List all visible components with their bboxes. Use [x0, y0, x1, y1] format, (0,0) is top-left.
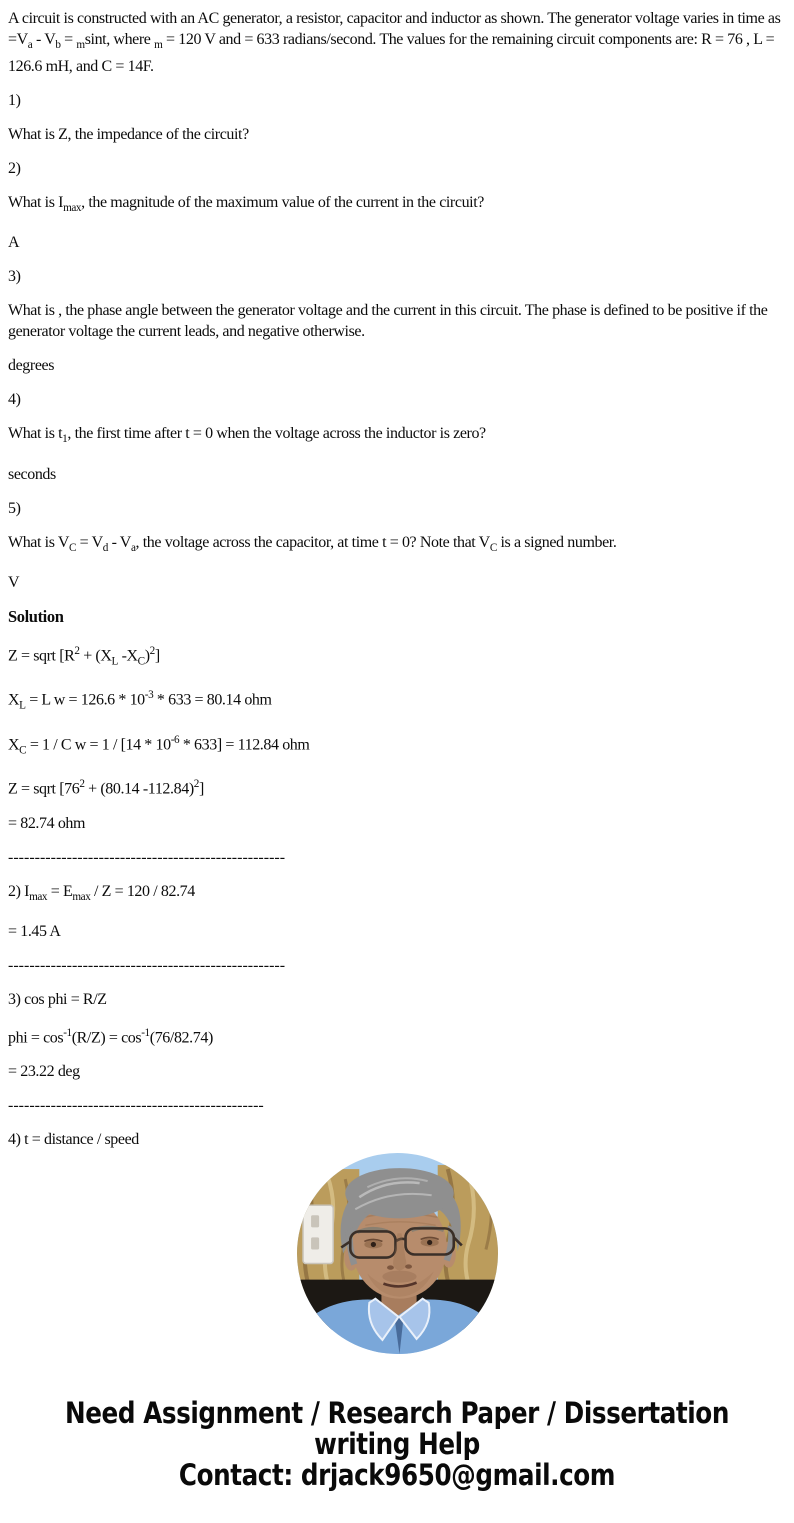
solution-z-substituted: Z = sqrt [$76^2 + (80.14$ -112.84)$^2$]: [8, 778, 204, 798]
solution-imax: 2) $I_{max} = E_{max} / Z = 120 / 82.74$: [8, 882, 195, 903]
intro-paragraph: A circuit is constructed with an AC generator, a resistor, capacitor and inductor as shown. The generator voltage varies in time as $=V_a - V_b = _m\sin t$, where $_m$ = 120 V and = 633 radians/second. The values for the remaining circuit components are: R = 76 , L = 126.6 mH, and C = 14F.: [8, 10, 781, 76]
question-1-number: 1): [8, 92, 21, 110]
solution-xl: $X_L = L$ $w = 126.6 * 10^{-3} * 633 = 80.14$ ohm: [8, 689, 272, 712]
solution-phi-result: = 23.22 deg: [8, 1063, 80, 1081]
question-5-text: What is $V_C = V_d - V_a$, the voltage across the capacitor, at time t = 0? Note that $V_C$ is a signed number.: [8, 533, 617, 554]
question-4-unit: seconds: [8, 465, 56, 483]
tutor-photo: [297, 1153, 498, 1354]
contact-email-line: Contact: drjack9650@gmail.com: [178, 1458, 616, 1492]
solution-t1-start: 4) t = distance / speed: [8, 1131, 139, 1149]
question-2-text: What is $I_{max}$, the magnitude of the maximum value of the current in the circuit?: [8, 194, 484, 215]
question-2-number: 2): [8, 160, 21, 178]
photo-mustache: [382, 1271, 416, 1283]
separator-line: ------------------------------------------------: [8, 1097, 264, 1115]
question-5-unit: V: [8, 573, 20, 591]
question-4-number: 4): [8, 391, 21, 409]
question-5-number: 5): [8, 499, 21, 517]
solution-z-formula: Z = sqrt [$R^2 + (X_L$ $-X_C)^2$]: [8, 644, 160, 668]
promo-heading-line-2: writing Help: [314, 1427, 480, 1461]
promo-banner: [0, 1398, 794, 1491]
separator-line: ----------------------------------------------------: [8, 956, 286, 974]
promo-heading-line-1: Need Assignment / Research Paper / Dissertation: [65, 1396, 729, 1430]
photo-light-switch: [303, 1205, 333, 1263]
tutor-avatar: [297, 1153, 498, 1354]
question-3-unit: degrees: [8, 357, 55, 375]
separator-line: ----------------------------------------------------: [8, 848, 286, 866]
solution-xc: $X_C = 1 / C$ $w = 1 / [14 * 10^{-6} * 633] = 112.84$ ohm: [8, 733, 310, 757]
solution-heading: Solution: [8, 606, 64, 626]
solution-imax-result: = 1.45 A: [8, 922, 61, 940]
question-3-text: What is , the phase angle between the generator voltage and the current in this circuit. The phase is defined to be positive if the generator voltage the current leads, and negative otherwise.: [8, 302, 768, 341]
question-3-number: 3): [8, 268, 21, 286]
question-2-unit: A: [8, 234, 20, 252]
solution-z-result: = 82.74 ohm: [8, 814, 86, 832]
question-1-text: What is Z, the impedance of the circuit?: [8, 126, 249, 144]
question-4-text: What is $t_1$, the first time after t = 0 when the voltage across the inductor is zero?: [8, 425, 486, 446]
solution-phi: phi = $\cos^{-1}(R/Z) = \cos^{-1}(76/82.74)$: [8, 1026, 213, 1047]
solution-cosphi: 3) cos phi = R/Z: [8, 990, 107, 1008]
